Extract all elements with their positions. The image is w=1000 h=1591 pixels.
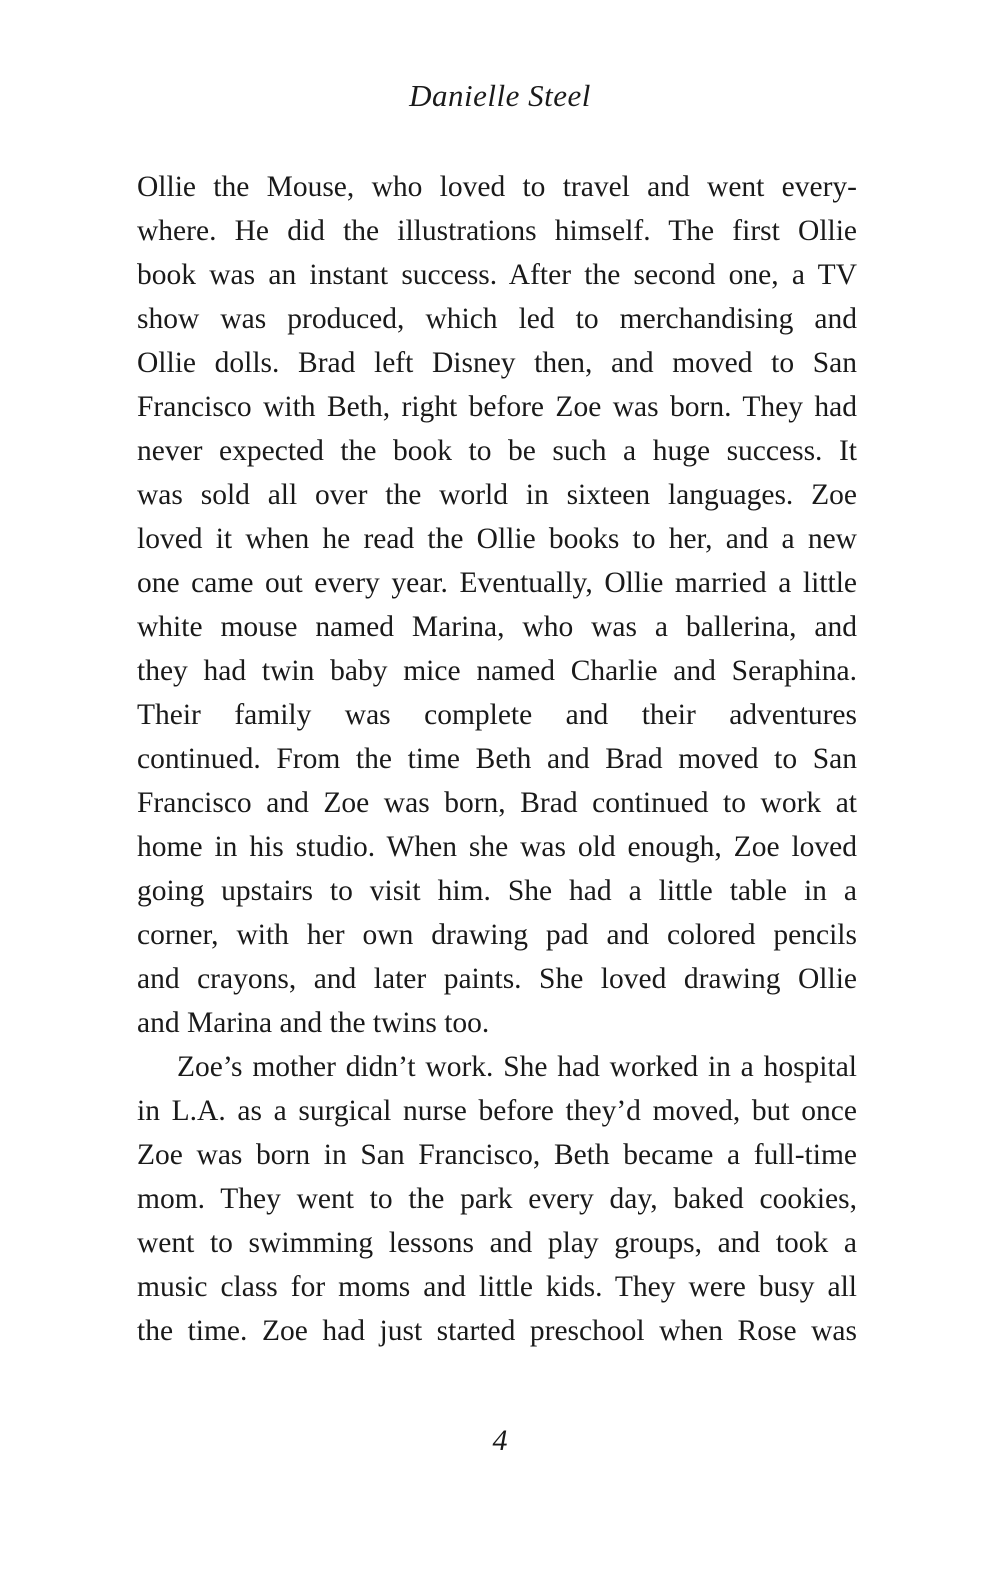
text-line: and crayons, and later paints. She loved drawing Ollie xyxy=(137,963,857,995)
text-line: going upstairs to visit him. She had a little table in a xyxy=(137,875,857,907)
text-line: continued. From the time Beth and Brad moved to San xyxy=(137,743,857,775)
text-line: corner, with her own drawing pad and colored pencils xyxy=(137,919,857,951)
text-line: Zoe was born in San Francisco, Beth became a full-time xyxy=(137,1139,857,1171)
text-line: Their family was complete and their adventures xyxy=(137,699,857,731)
text-line: Francisco with Beth, right before Zoe was born. They had xyxy=(137,391,857,423)
body-text xyxy=(137,165,857,1353)
text-line: Francisco and Zoe was born, Brad continued to work at xyxy=(137,787,857,819)
page-number: 4 xyxy=(492,1424,508,1457)
text-line: home in his studio. When she was old enough, Zoe loved xyxy=(137,831,857,863)
text-line: book was an instant success. After the second one, a TV xyxy=(137,259,857,291)
running-head: Danielle Steel xyxy=(409,78,591,113)
text-line: Zoe’s mother didn’t work. She had worked in a hospital xyxy=(177,1051,857,1083)
text-line: one came out every year. Eventually, Ollie married a little xyxy=(137,567,857,599)
text-line: music class for moms and little kids. They were busy all xyxy=(137,1271,857,1303)
text-line: the time. Zoe had just started preschool when Rose was xyxy=(137,1315,857,1347)
text-line: Ollie dolls. Brad left Disney then, and moved to San xyxy=(137,347,857,379)
text-line: they had twin baby mice named Charlie and Seraphina. xyxy=(137,655,857,687)
text-line: Ollie the Mouse, who loved to travel and went every- xyxy=(137,171,857,203)
text-line: mom. They went to the park every day, baked cookies, xyxy=(137,1183,857,1215)
text-line: where. He did the illustrations himself. The first Ollie xyxy=(137,215,857,247)
paragraph xyxy=(137,1045,857,1353)
text-line: loved it when he read the Ollie books to her, and a new xyxy=(137,523,857,555)
text-line: never expected the book to be such a huge success. It xyxy=(137,435,857,467)
text-line: white mouse named Marina, who was a ballerina, and xyxy=(137,611,857,643)
paragraph xyxy=(137,165,857,1045)
text-line: show was produced, which led to merchandising and xyxy=(137,303,857,335)
text-line: and Marina and the twins too. xyxy=(137,1007,490,1039)
text-line: went to swimming lessons and play groups, and took a xyxy=(137,1227,857,1259)
text-line: was sold all over the world in sixteen languages. Zoe xyxy=(137,479,857,511)
text-line: in L.A. as a surgical nurse before they’d moved, but once xyxy=(137,1095,857,1127)
